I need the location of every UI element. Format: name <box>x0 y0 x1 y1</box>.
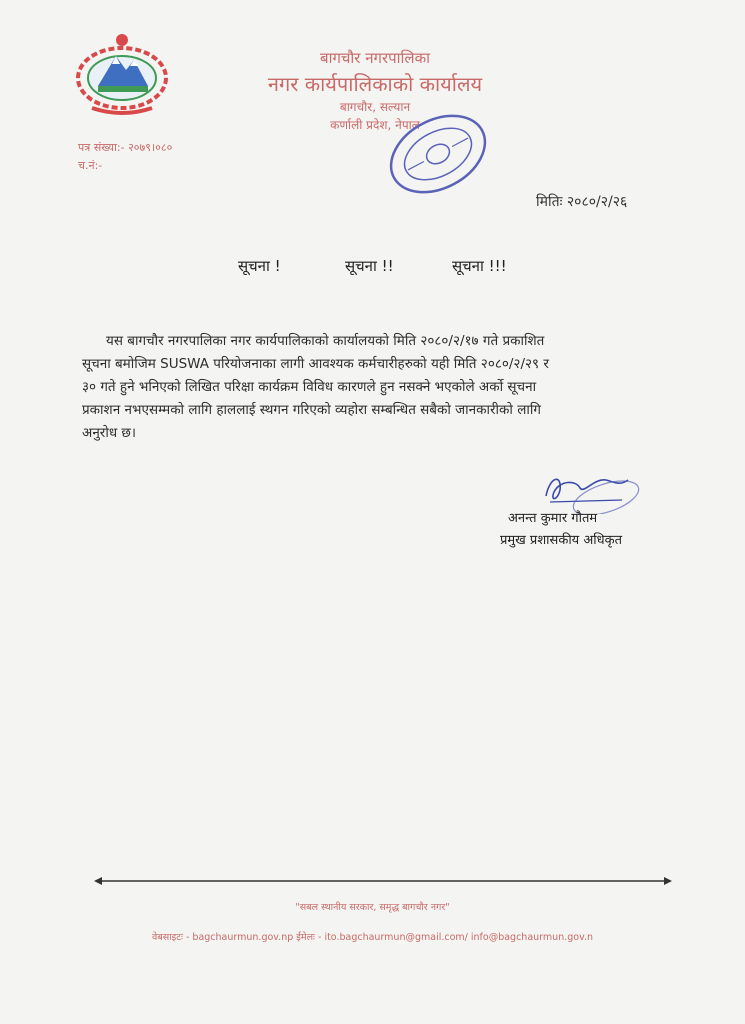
notice-date: मितिः २०८०/२/२६ <box>536 194 628 210</box>
municipality-name: बागचौर नगरपालिका <box>320 49 430 67</box>
footer-contact: वेबसाइटः - bagchaurmun.gov.np ईमेलः - ito.bagchaurmun@gmail.com/ info@bagchaurmun.gov.n <box>152 932 593 943</box>
nepal-emblem-icon <box>68 26 176 118</box>
office-stamp-icon <box>378 104 498 204</box>
notice-heading-3: सूचना !!! <box>452 257 507 275</box>
notice-body <box>82 330 668 445</box>
body-line: यस बागचौर नगरपालिका नगर कार्यपालिकाको कार्यालयको मिति २०८०/२/१७ गते प्रकाशित <box>106 333 545 349</box>
footer-motto: "सबल स्थानीय सरकार, समृद्ध बागचौर नगर" <box>295 902 450 913</box>
signatory-name: अनन्त कुमार गौतम <box>508 511 598 526</box>
office-address: बागचौर, सल्यान <box>339 100 411 114</box>
footer-divider-arrow <box>94 874 672 888</box>
body-line: ३० गते हुने भनिएको लिखित परिक्षा कार्यक्रम विविध कारणले हुन नसक्ने भएकोले अर्को सूचना <box>82 379 537 395</box>
body-line: प्रकाशन नभएसम्मको लागि हाललाई स्थगन गरिएको व्यहोरा सम्बन्धित सबैको जानकारीको लागि <box>82 402 541 418</box>
body-line: अनुरोध छ। <box>82 425 136 441</box>
dispatch-number: च.नं:- <box>78 159 103 172</box>
notice-heading-1: सूचना ! <box>238 257 281 275</box>
office-name: नगर कार्यपालिकाको कार्यालय <box>267 72 483 96</box>
notice-heading-2: सूचना !! <box>345 257 394 275</box>
handwritten-signature-icon <box>510 466 650 514</box>
letter-number: पत्र संख्या:- २०७९।०८० <box>78 141 173 154</box>
signatory-title: प्रमुख प्रशासकीय अधिकृत <box>500 533 623 548</box>
office-province: कर्णाली प्रदेश, नेपाल <box>330 118 420 132</box>
body-line: सूचना बमोजिम SUSWA परियोजनाका लागी आवश्यक कर्मचारीहरुको यही मिति २०८०/२/२९ र <box>82 356 549 372</box>
